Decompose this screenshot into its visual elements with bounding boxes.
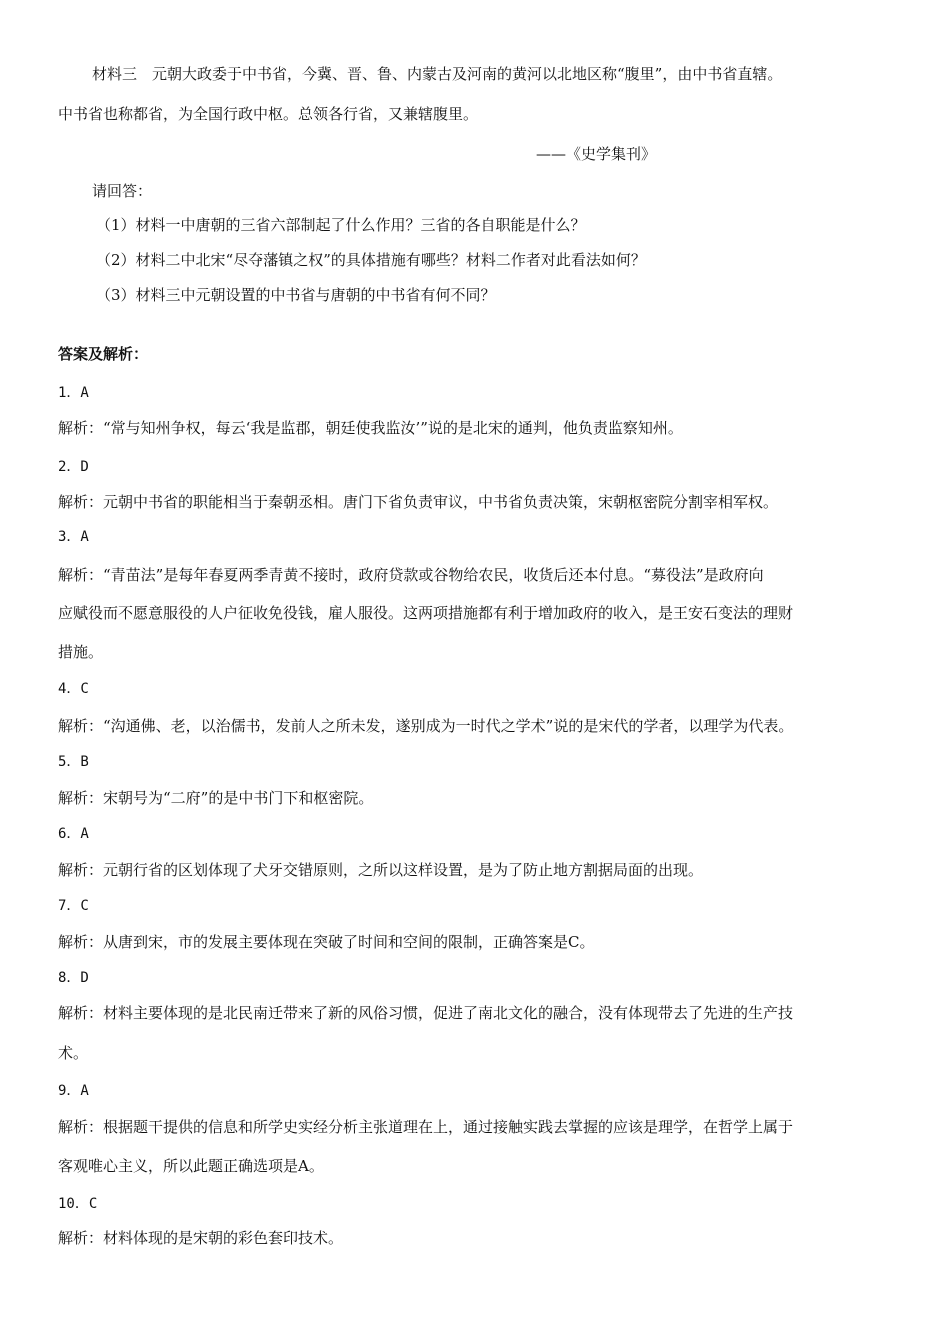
answer-explanation: 解析：元朝行省的区划体现了犬牙交错原则，之所以这样设置，是为了防止地方割据局面的出现。: [58, 861, 704, 879]
answer-explanation: 解析：元朝中书省的职能相当于秦朝丞相。唐门下省负责审议，中书省负责决策，宋朝枢密院分割宰相军权。: [58, 493, 779, 511]
answer-number: 1．A: [58, 385, 89, 401]
answer-number: 5．B: [58, 754, 89, 770]
answer-number: 2．D: [58, 459, 89, 475]
answers-heading: 答案及解析：: [58, 345, 149, 363]
answer-number: 3．A: [58, 529, 89, 545]
question-2: （2）材料二中北宋“尽夺藩镇之权”的具体措施有哪些？材料二作者对此看法如何？: [96, 251, 646, 269]
answer-number: 10．C: [58, 1196, 98, 1212]
answer-explanation: 解析：“青苗法”是每年春夏两季青黄不接时，政府贷款或谷物给农民，收货后还本付息。“募役法”是政府向: [58, 566, 764, 584]
answer-number: 4．C: [58, 681, 89, 697]
answer-number: 9．A: [58, 1083, 89, 1099]
answer-explanation: 客观唯心主义，所以此题正确选项是A。: [58, 1157, 324, 1175]
answer-explanation: 解析：从唐到宋，市的发展主要体现在突破了时间和空间的限制，正确答案是C。: [58, 933, 595, 951]
answer-explanation: 解析：“常与知州争权，每云‘我是监郡，朝廷使我监汝’”说的是北宋的通判，他负责监察知州。: [58, 419, 683, 437]
material3-line2: 中书省也称都省，为全国行政中枢。总领各行省，又兼辖腹里。: [58, 105, 479, 123]
answer-explanation: 解析：根据题干提供的信息和所学史实经分析主张道理在上，通过接触实践去掌握的应该是理学，在哲学上属于: [58, 1118, 794, 1136]
answer-explanation: 解析：宋朝号为“二府”的是中书门下和枢密院。: [58, 789, 374, 807]
answer-explanation: 解析：“沟通佛、老，以治儒书，发前人之所未发，遂别成为一时代之学术”说的是宋代的学者，以理学为代表。: [58, 717, 794, 735]
answer-explanation: 措施。: [58, 643, 104, 661]
answer-number: 7．C: [58, 898, 89, 914]
answer-number: 8．D: [58, 970, 89, 986]
answer-explanation: 解析：材料体现的是宋朝的彩色套印技术。: [58, 1229, 344, 1247]
answer-number: 6．A: [58, 826, 89, 842]
question-1: （1）材料一中唐朝的三省六部制起了什么作用？三省的各自职能是什么？: [96, 216, 586, 234]
answer-explanation: 术。: [58, 1044, 89, 1062]
question-prompt: 请回答：: [92, 182, 153, 200]
material3-line1: 材料三 元朝大政委于中书省，今冀、晋、鲁、内蒙古及河南的黄河以北地区称“腹里”，由中书省直辖。: [92, 65, 783, 83]
answer-explanation: 应赋役而不愿意服役的人户征收免役钱，雇人服役。这两项措施都有利于增加政府的收入，是王安石变法的理财: [58, 604, 794, 622]
question-3: （3）材料三中元朝设置的中书省与唐朝的中书省有何不同？: [96, 286, 496, 304]
answer-explanation: 解析：材料主要体现的是北民南迁带来了新的风俗习惯，促进了南北文化的融合，没有体现带去了先进的生产技: [58, 1004, 794, 1022]
material3-source: ——《史学集刊》: [536, 145, 657, 163]
